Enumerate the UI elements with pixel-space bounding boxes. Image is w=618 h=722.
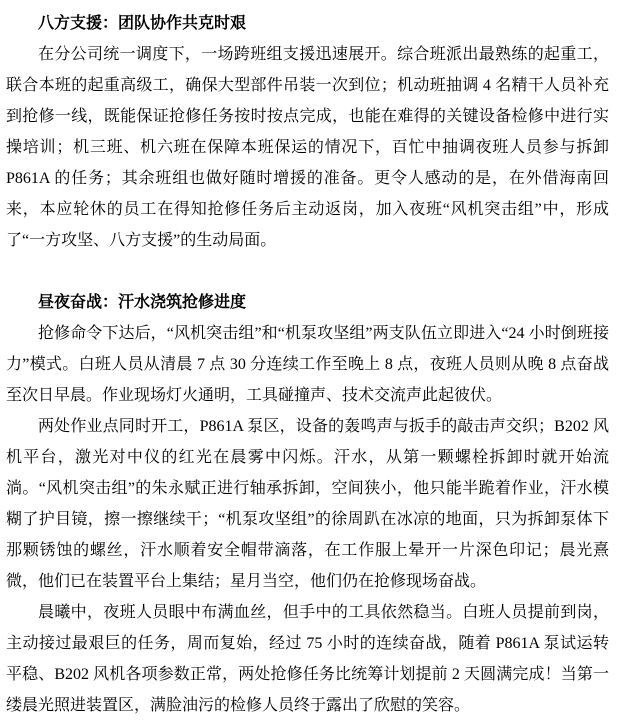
paragraph-completion: 晨曦中，夜班人员眼中布满血丝，但手中的工具依然稳当。白班人员提前到岗，主动接过最艰巨的任务，周而复始，经过 75 小时的连续奋战，随着 P861A 泵试运转平稳、B202 风机各项参数正常，两处抢修任务比统筹计划提前 2 天圆满完成！当第一缕晨光照进装置区，满脸油污的检修人员终于露出了欣慰的笑容。	[6, 604, 609, 714]
paragraph-shift-relay: 抢修命令下达后，“风机突击组”和“机泵攻坚组”两支队伍立即进入“24 小时倒班接力”模式。白班人员从清晨 7 点 30 分连续工作至晚上 8 点，夜班人员则从晚 8 点奋战至次日早晨。作业现场灯火通明，工具碰撞声、技术交流声此起彼伏。	[6, 325, 609, 404]
section-heading-day-night-battle: 昼夜奋战：汗水浇筑抢修进度	[38, 294, 247, 311]
paragraph-worksite-sweat: 两处作业点同时开工，P861A 泵区，设备的轰鸣声与扳手的敲击声交织；B202 风机平台，激光对中仪的红光在晨雾中闪烁。汗水，从第一颗螺栓拆卸时就开始流淌。“风机突击组”的朱永赋正进行轴承拆卸，空间狭小，他只能半跪着作业，汗水模糊了护目镜，擦一擦继续干；“机泵攻坚组”的徐周趴在冰凉的地面，只为拆卸泵体下那颗锈蚀的螺丝，汗水顺着安全帽带滴落，在工作服上晕开一片深色印记；晨光熹微，他们已在装置平台上集结；星月当空，他们仍在抢修现场奋战。	[6, 418, 609, 590]
paragraph-support-overview: 在分公司统一调度下，一场跨班组支援迅速展开。综合班派出最熟练的起重工，联合本班的起重高级工，确保大型部件吊装一次到位；机动班抽调 4 名精干人员补充到抢修一线，既能保证抢修任务按时按点完成，也能在难得的关键设备检修中进行实操培训；机三班、机六班在保障本班保运的情况下，百忙中抽调夜班人员参与拆卸 P861A 的任务；其余班组也做好随时增援的准备。更令人感动的是，在外借海南回来，本应轮休的员工在得知抢修任务后主动返岗，加入夜班“风机突击组”中，形成了“一方攻坚、八方支援”的生动局面。	[6, 46, 609, 249]
section-heading-support: 八方支援：团队协作共克时艰	[38, 15, 247, 32]
